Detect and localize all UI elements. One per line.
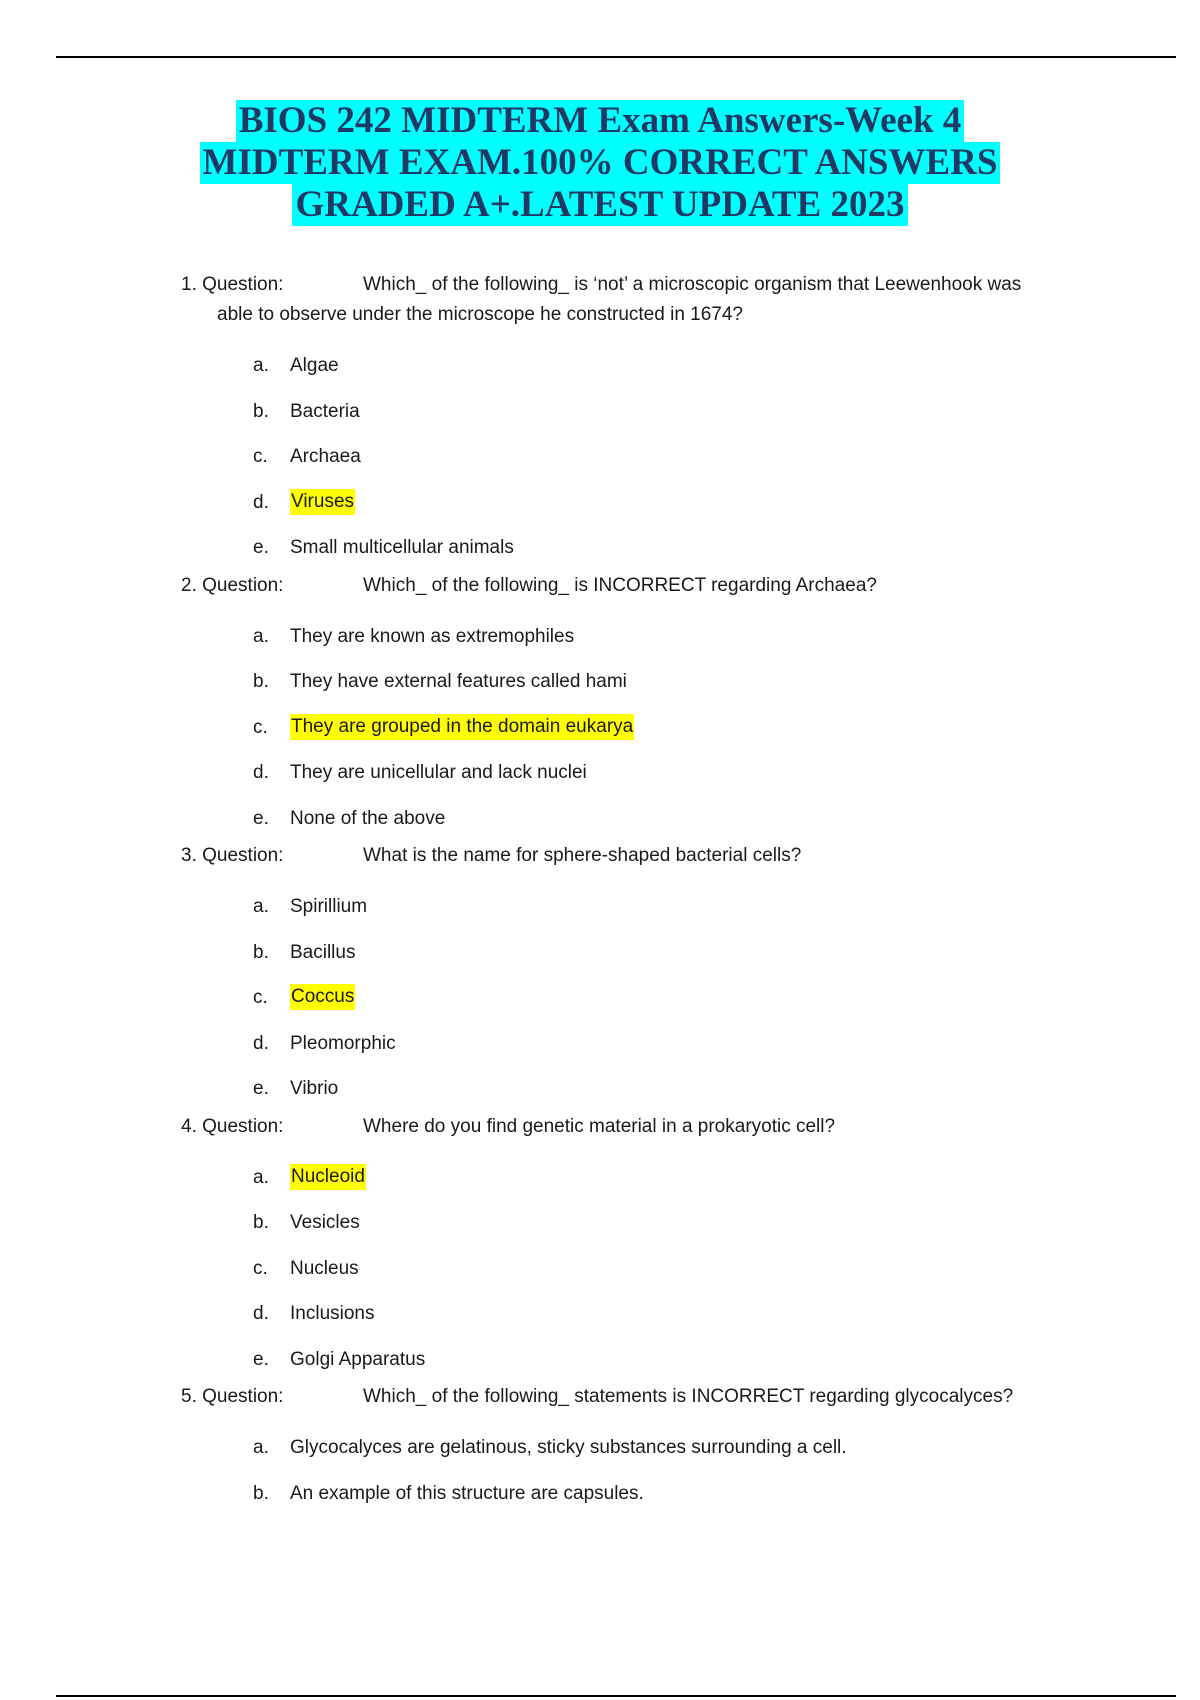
- question-number: 2. Question:: [181, 574, 284, 596]
- option-text: They have external features called hami: [290, 671, 627, 692]
- question-text: Where do you find genetic material in a prokaryotic cell?: [363, 1115, 836, 1137]
- option-letter: d.: [253, 1303, 269, 1324]
- option-letter: c.: [253, 1257, 268, 1279]
- answer-option: [0, 975, 1200, 1021]
- option-text: None of the above: [290, 807, 446, 829]
- option-text: Bacteria: [290, 400, 360, 422]
- option-text: Vesicles: [290, 1212, 360, 1233]
- correct-answer-highlight: Nucleoid: [290, 1164, 366, 1190]
- option-text: Glycocalyces are gelatinous, sticky substances surrounding a cell.: [290, 1437, 847, 1458]
- option-letter: a.: [253, 1437, 269, 1458]
- answer-option: [0, 1471, 1200, 1517]
- option-letter: d.: [253, 762, 269, 783]
- option-letter: a.: [253, 625, 269, 647]
- option-letter: c.: [253, 716, 268, 738]
- option-letter: b.: [253, 1212, 269, 1233]
- option-letter: b.: [253, 1482, 269, 1504]
- question-header: [0, 841, 1200, 871]
- bottom-divider: [56, 1695, 1176, 1697]
- question-header: [0, 571, 1200, 601]
- correct-answer-highlight: Viruses: [290, 489, 355, 515]
- option-letter: d.: [253, 491, 269, 513]
- correct-answer-highlight: Coccus: [290, 984, 355, 1010]
- title-line-2: MIDTERM EXAM.100% CORRECT ANSWERS: [200, 142, 1001, 184]
- question-number: 4. Question:: [181, 1115, 284, 1137]
- question-text-continuation: able to observe under the microscope he constructed in 1674?: [217, 304, 743, 325]
- option-text: Spirillium: [290, 896, 368, 917]
- option-letter: b.: [253, 400, 269, 422]
- option-text: Algae: [290, 355, 339, 376]
- answer-options: [0, 1155, 1200, 1383]
- option-letter: a.: [253, 355, 269, 376]
- correct-answer-highlight: They are grouped in the domain eukarya: [290, 714, 634, 740]
- title-line-1: BIOS 242 MIDTERM Exam Answers-Week 4: [236, 100, 965, 142]
- option-text: Small multicellular animals: [290, 537, 514, 558]
- answer-option: [0, 796, 1200, 842]
- option-text: Pleomorphic: [290, 1032, 396, 1054]
- answer-option: [0, 1200, 1200, 1246]
- answer-options: [0, 884, 1200, 1112]
- answer-option: [0, 884, 1200, 930]
- answer-options: [0, 1425, 1200, 1516]
- option-letter: b.: [253, 671, 269, 692]
- question-4: [0, 1112, 1200, 1383]
- question-text: Which_ of the following_ statements is INCORRECT regarding glycocalyces?: [363, 1386, 1014, 1407]
- option-text: Inclusions: [290, 1303, 375, 1324]
- option-text: Archaea: [290, 446, 361, 467]
- document-title: [0, 100, 1200, 226]
- question-number: 5. Question:: [181, 1386, 284, 1407]
- option-letter: d.: [253, 1032, 269, 1054]
- answer-option: [0, 614, 1200, 660]
- option-text: They are unicellular and lack nuclei: [290, 762, 587, 783]
- answer-option: [0, 930, 1200, 976]
- option-letter: c.: [253, 446, 268, 467]
- answer-option: [0, 1246, 1200, 1292]
- question-5: [0, 1382, 1200, 1516]
- answer-options: [0, 614, 1200, 842]
- question-header: [0, 1112, 1200, 1142]
- question-header: [0, 270, 1200, 300]
- option-text: Golgi Apparatus: [290, 1348, 426, 1370]
- answer-option: [0, 1291, 1200, 1337]
- option-letter: e.: [253, 537, 269, 558]
- answer-option: [0, 1155, 1200, 1201]
- question-number: 1. Question:: [181, 274, 284, 295]
- answer-option: [0, 389, 1200, 435]
- option-text: They are known as extremophiles: [290, 625, 575, 647]
- top-divider: [56, 56, 1176, 58]
- answer-option: [0, 525, 1200, 571]
- answer-option: [0, 750, 1200, 796]
- option-letter: e.: [253, 807, 269, 829]
- question-text: Which_ of the following_ is ‘not’ a microscopic organism that Leewenhook was: [363, 274, 1022, 295]
- question-header: [0, 1382, 1200, 1412]
- option-letter: c.: [253, 987, 268, 1008]
- question-1: [0, 270, 1200, 571]
- answer-option: [0, 1021, 1200, 1067]
- question-2: [0, 571, 1200, 842]
- answer-option: [0, 1337, 1200, 1383]
- answer-option: [0, 705, 1200, 751]
- option-letter: a.: [253, 1166, 269, 1188]
- answer-options: [0, 343, 1200, 571]
- question-text: Which_ of the following_ is INCORRECT regarding Archaea?: [363, 574, 877, 596]
- answer-option: [0, 343, 1200, 389]
- question-list: [0, 270, 1200, 1516]
- option-text: An example of this structure are capsules.: [290, 1482, 644, 1504]
- answer-option: [0, 1425, 1200, 1471]
- option-letter: e.: [253, 1078, 269, 1099]
- answer-option: [0, 480, 1200, 526]
- option-text: Nucleus: [290, 1257, 359, 1279]
- option-text: Vibrio: [290, 1078, 339, 1099]
- question-number: 3. Question:: [181, 845, 284, 866]
- answer-option: [0, 434, 1200, 480]
- option-letter: b.: [253, 941, 269, 963]
- question-text: What is the name for sphere-shaped bacterial cells?: [363, 845, 802, 866]
- answer-option: [0, 659, 1200, 705]
- title-line-3: GRADED A+.LATEST UPDATE 2023: [292, 184, 907, 226]
- option-letter: e.: [253, 1348, 269, 1370]
- answer-option: [0, 1066, 1200, 1112]
- question-3: [0, 841, 1200, 1112]
- option-text: Bacillus: [290, 941, 356, 963]
- option-letter: a.: [253, 896, 269, 917]
